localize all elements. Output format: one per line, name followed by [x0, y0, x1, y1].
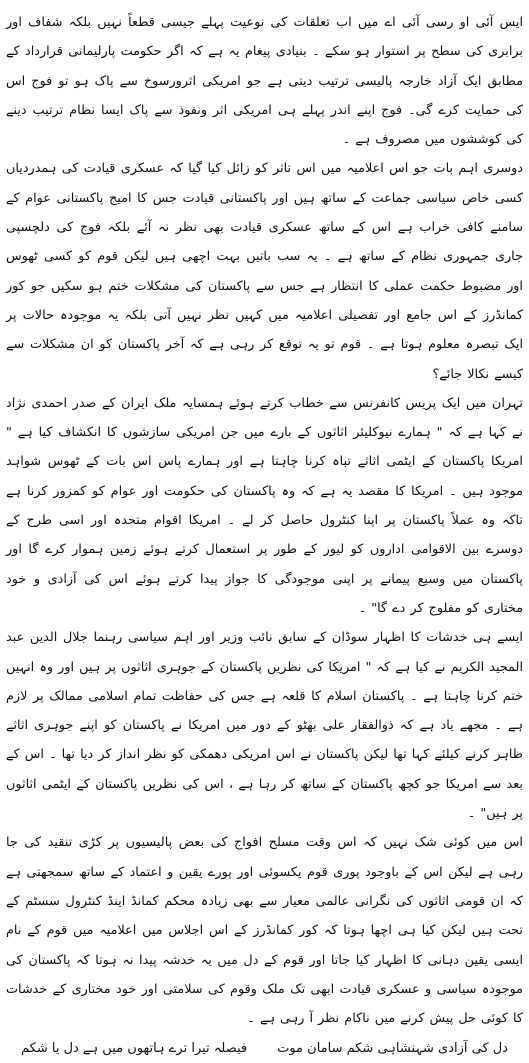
couplet-line-second: فیصلہ تیرا ترے ہاتھوں میں ہے دل یا شکم — [21, 1041, 248, 1057]
closing-couplet — [6, 1035, 523, 1063]
paragraph: اس میں کوئی شک نہیں کہ اس وقت مسلح افواج کی بعض پالیسیوں پر کڑی تنقید کی جا رہی ہے لیکن اس کے باوجود پوری قوم یکسوئی اور پورے یقین و اعتماد کے ساتھ سمجھتی ہے کہ ان قومی اثاثوں کی نگرانی عالمی معیار سے بھی زیادہ محکم کمانڈ اینڈ کنٹرول سسٹم کے تحت ہیں لیکن کیا ہی اچھا ہوتا کہ کور کمانڈرز کے اس اجلاس میں اعلامیہ میں قوم کے نام ایسی یقین دہانی کا اظہار کیا جاتا اور قوم کے دل میں یہ خدشہ پیدا نہ ہوتا کہ پاکستان کی موجودہ سیاسی و عسکری قیادت ابھی تک ملک وقوم کی سلامتی اور خود مختاری کے خدشات کا کوئی حل پیش کرنے میں ناکام نظر آ رہی ہے ۔ — [6, 835, 523, 1027]
paragraph: ایسے ہی خدشات کا اظہار سوڈان کے سابق نائب وزیر اور اہم سیاسی رہنما جلال الدین عبد المجید الکریم نے کیا ہے کہ " امریکا کی نظریں پاکستان کے جوہری اثاثوں پر ہیں اور وہ انہیں ختم کرنا چاہتا ہے ۔ پاکستان اسلام کا قلعہ ہے جس کی حفاظت تمام اسلامی ممالک پر لازم ہے ۔ مجھے یاد ہے کہ ذوالفقار علی بھٹو کے دور میں امریکا نے پاکستان کو اپنے جوہری اثاثے ظاہر کرنے کیلئے کہا تھا لیکن پاکستان نے اس امریکی دھمکی کو نظر انداز کر دیا تھا ۔ اس کے بعد سے امریکا جو کچھ پاکستان کے ساتھ کر رہا ہے ، اس کی نظریں پاکستان کے ایٹمی اثاثوں پر ہیں" ۔ — [6, 630, 523, 822]
couplet-line-first: دل کی آزادی شہنشاہی شکم سامان موت — [277, 1041, 509, 1057]
paragraph: دوسری اہم بات جو اس اعلامیہ میں اس تاثر کو زائل کیا گیا کہ عسکری قیادت کی ہمدردیاں کسی خاص سیاسی جماعت کے ساتھ ہیں اور پاکستانی قیادت جس کا امیج پاکستانی عوام کے سامنے کافی خراب ہے اس کے ساتھ عسکری قیادت بھی نظر نہ آئے بلکہ فوج کی دلچسپی جاری جمہوری نظام کے ساتھ ہے ۔ یہ سب باتیں بہت اچھی ہیں لیکن قوم کو کسی ٹھوس اور مضبوط حکمت عملی کا انتظار ہے جس سے پاکستان کی مشکلات ختم ہو سکیں جو کور کمانڈرز کے اس جامع اور تفصیلی اعلامیہ میں کہیں نظر نہیں آتی بلکہ یہ موجودہ حالات پر ایک تبصرہ معلوم ہوتا ہے ۔ قوم تو یہ توقع کر رہی ہے کہ آخر پاکستان کو ان مشکلات سے کیسے نکالا جائے؟ — [6, 161, 523, 382]
paragraph: تہران میں ایک پریس کانفرنس سے خطاب کرتے ہوئے ہمسایہ ملک ایران کے صدر احمدی نژاد نے کہا ہے کہ " ہمارے نیوکلیئر اثاثوں کے بارے میں جن امریکی سازشوں کا انکشاف کیا ہے " امریکا پاکستان کے ایٹمی اثاثے تباہ کرنا چاہتا ہے اور ہمارے پاس اس بات کے ٹھوس شواہد موجود ہیں ۔ امریکا کا مقصد یہ ہے کہ وہ پاکستان کی حکومت اور عوام کو کمزور کرنا ہے تاکہ وہ عملاً پاکستان پر اپنا کنٹرول حاصل کر لے ۔ امریکا اقوام متحدہ اور اسی طرح کے دوسرے بین الاقوامی اداروں کو لیور کے طور پر استعمال کرتے ہوئے زمین ہموار کرے گا اور پاکستان میں وسیع پیمانے پر اپنی موجودگی کا جواز پیدا کرتے ہوئے اس کی آزادی و خود مختاری کو مفلوج کر دے گا" ۔ — [6, 395, 523, 616]
paragraph: ایس آئی او رسی آئی اے میں اب تعلقات کی نوعیت پہلے جیسی قطعاً نہیں بلکہ شفاف اور برابری کی سطح پر استوار ہو سکے ۔ بنیادی پیغام یہ ہے کہ اگر حکومت پارلیمانی قرارداد کے مطابق ایک آزاد خارجہ پالیسی ترتیب دیتی ہے جو امریکی اثرورسوخ سے پاک ہو تو فوج اس کی حمایت کرے گی۔ فوج اپنے اندر پہلے ہی امریکی اثر ونفوذ سے پاک ایسا نظام ترتیب دینے کی کوششوں میں مصروف ہے ۔ — [6, 15, 523, 148]
